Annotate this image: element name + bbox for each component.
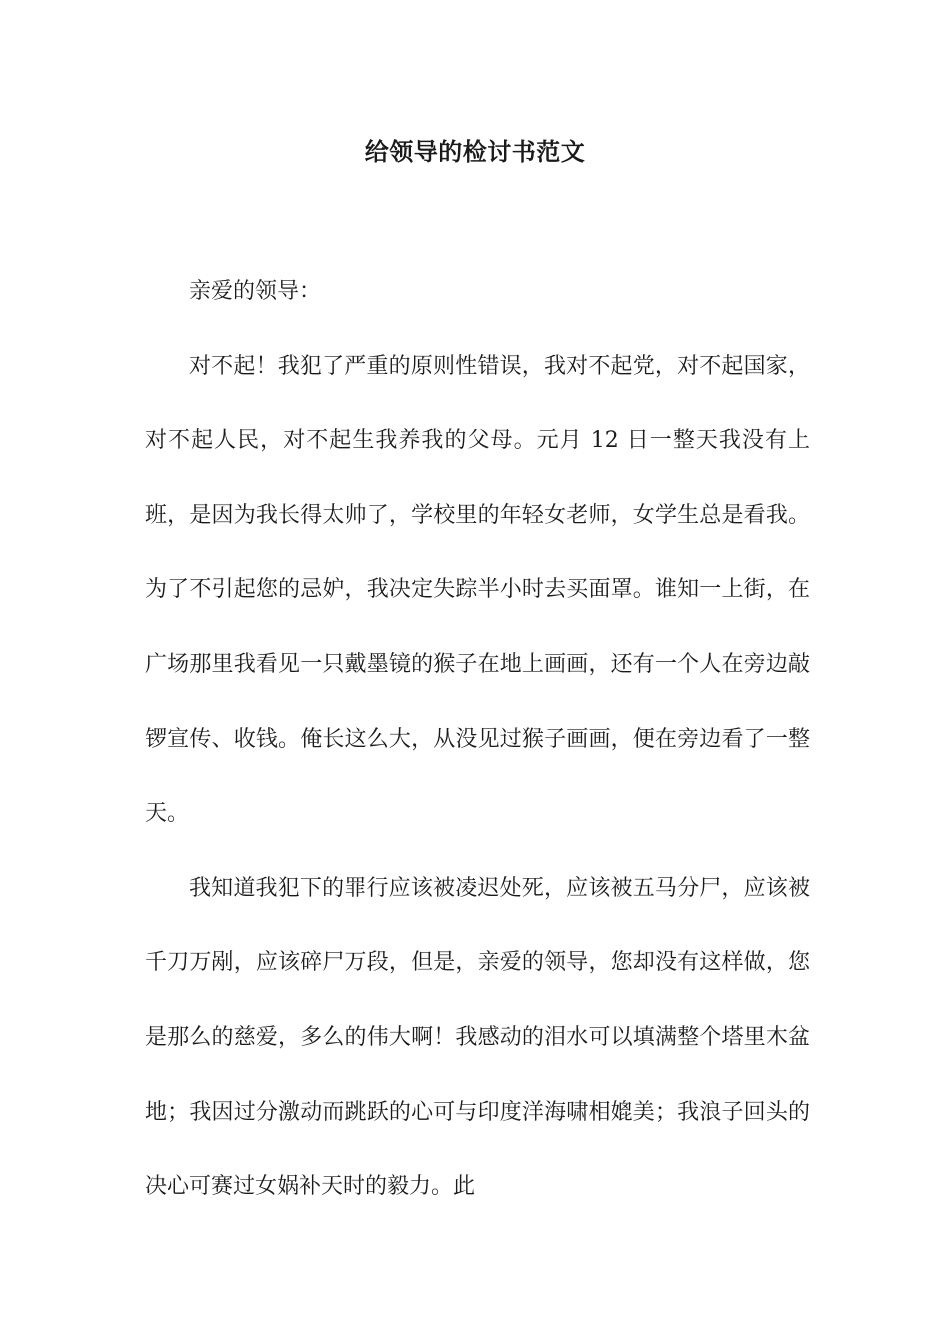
paragraph: 对不起！我犯了严重的原则性错误，我对不起党，对不起国家，对不起人民，对不起生我养我的父母。元月 12 日一整天我没有上班，是因为我长得太帅了，学校里的年轻女老师，女学生总是看我。为了不引起您的忌妒，我决定失踪半小时去买面罩。谁知一上街，在广场那里我看见一只戴墨镜的猴子在地上画画，还有一个人在旁边敲锣宣传、收钱。俺长这么大，从没见过猴子画画，便在旁边看了一整天。: [145, 353, 810, 827]
salutation: 亲爱的领导：: [189, 279, 322, 304]
document-body: [145, 255, 810, 1225]
paragraph: 我知道我犯下的罪行应该被凌迟处死，应该被五马分尸，应该被千刀万剐，应该碎尸万段，但是，亲爱的领导，您却没有这样做，您是那么的慈爱，多么的伟大啊！我感动的泪水可以填满整个塔里木盆地；我因过分激动而跳跃的心可与印度洋海啸相媲美；我浪子回头的决心可赛过女娲补天时的毅力。此: [145, 875, 810, 1200]
document-title: 给领导的检讨书范文: [364, 137, 586, 166]
